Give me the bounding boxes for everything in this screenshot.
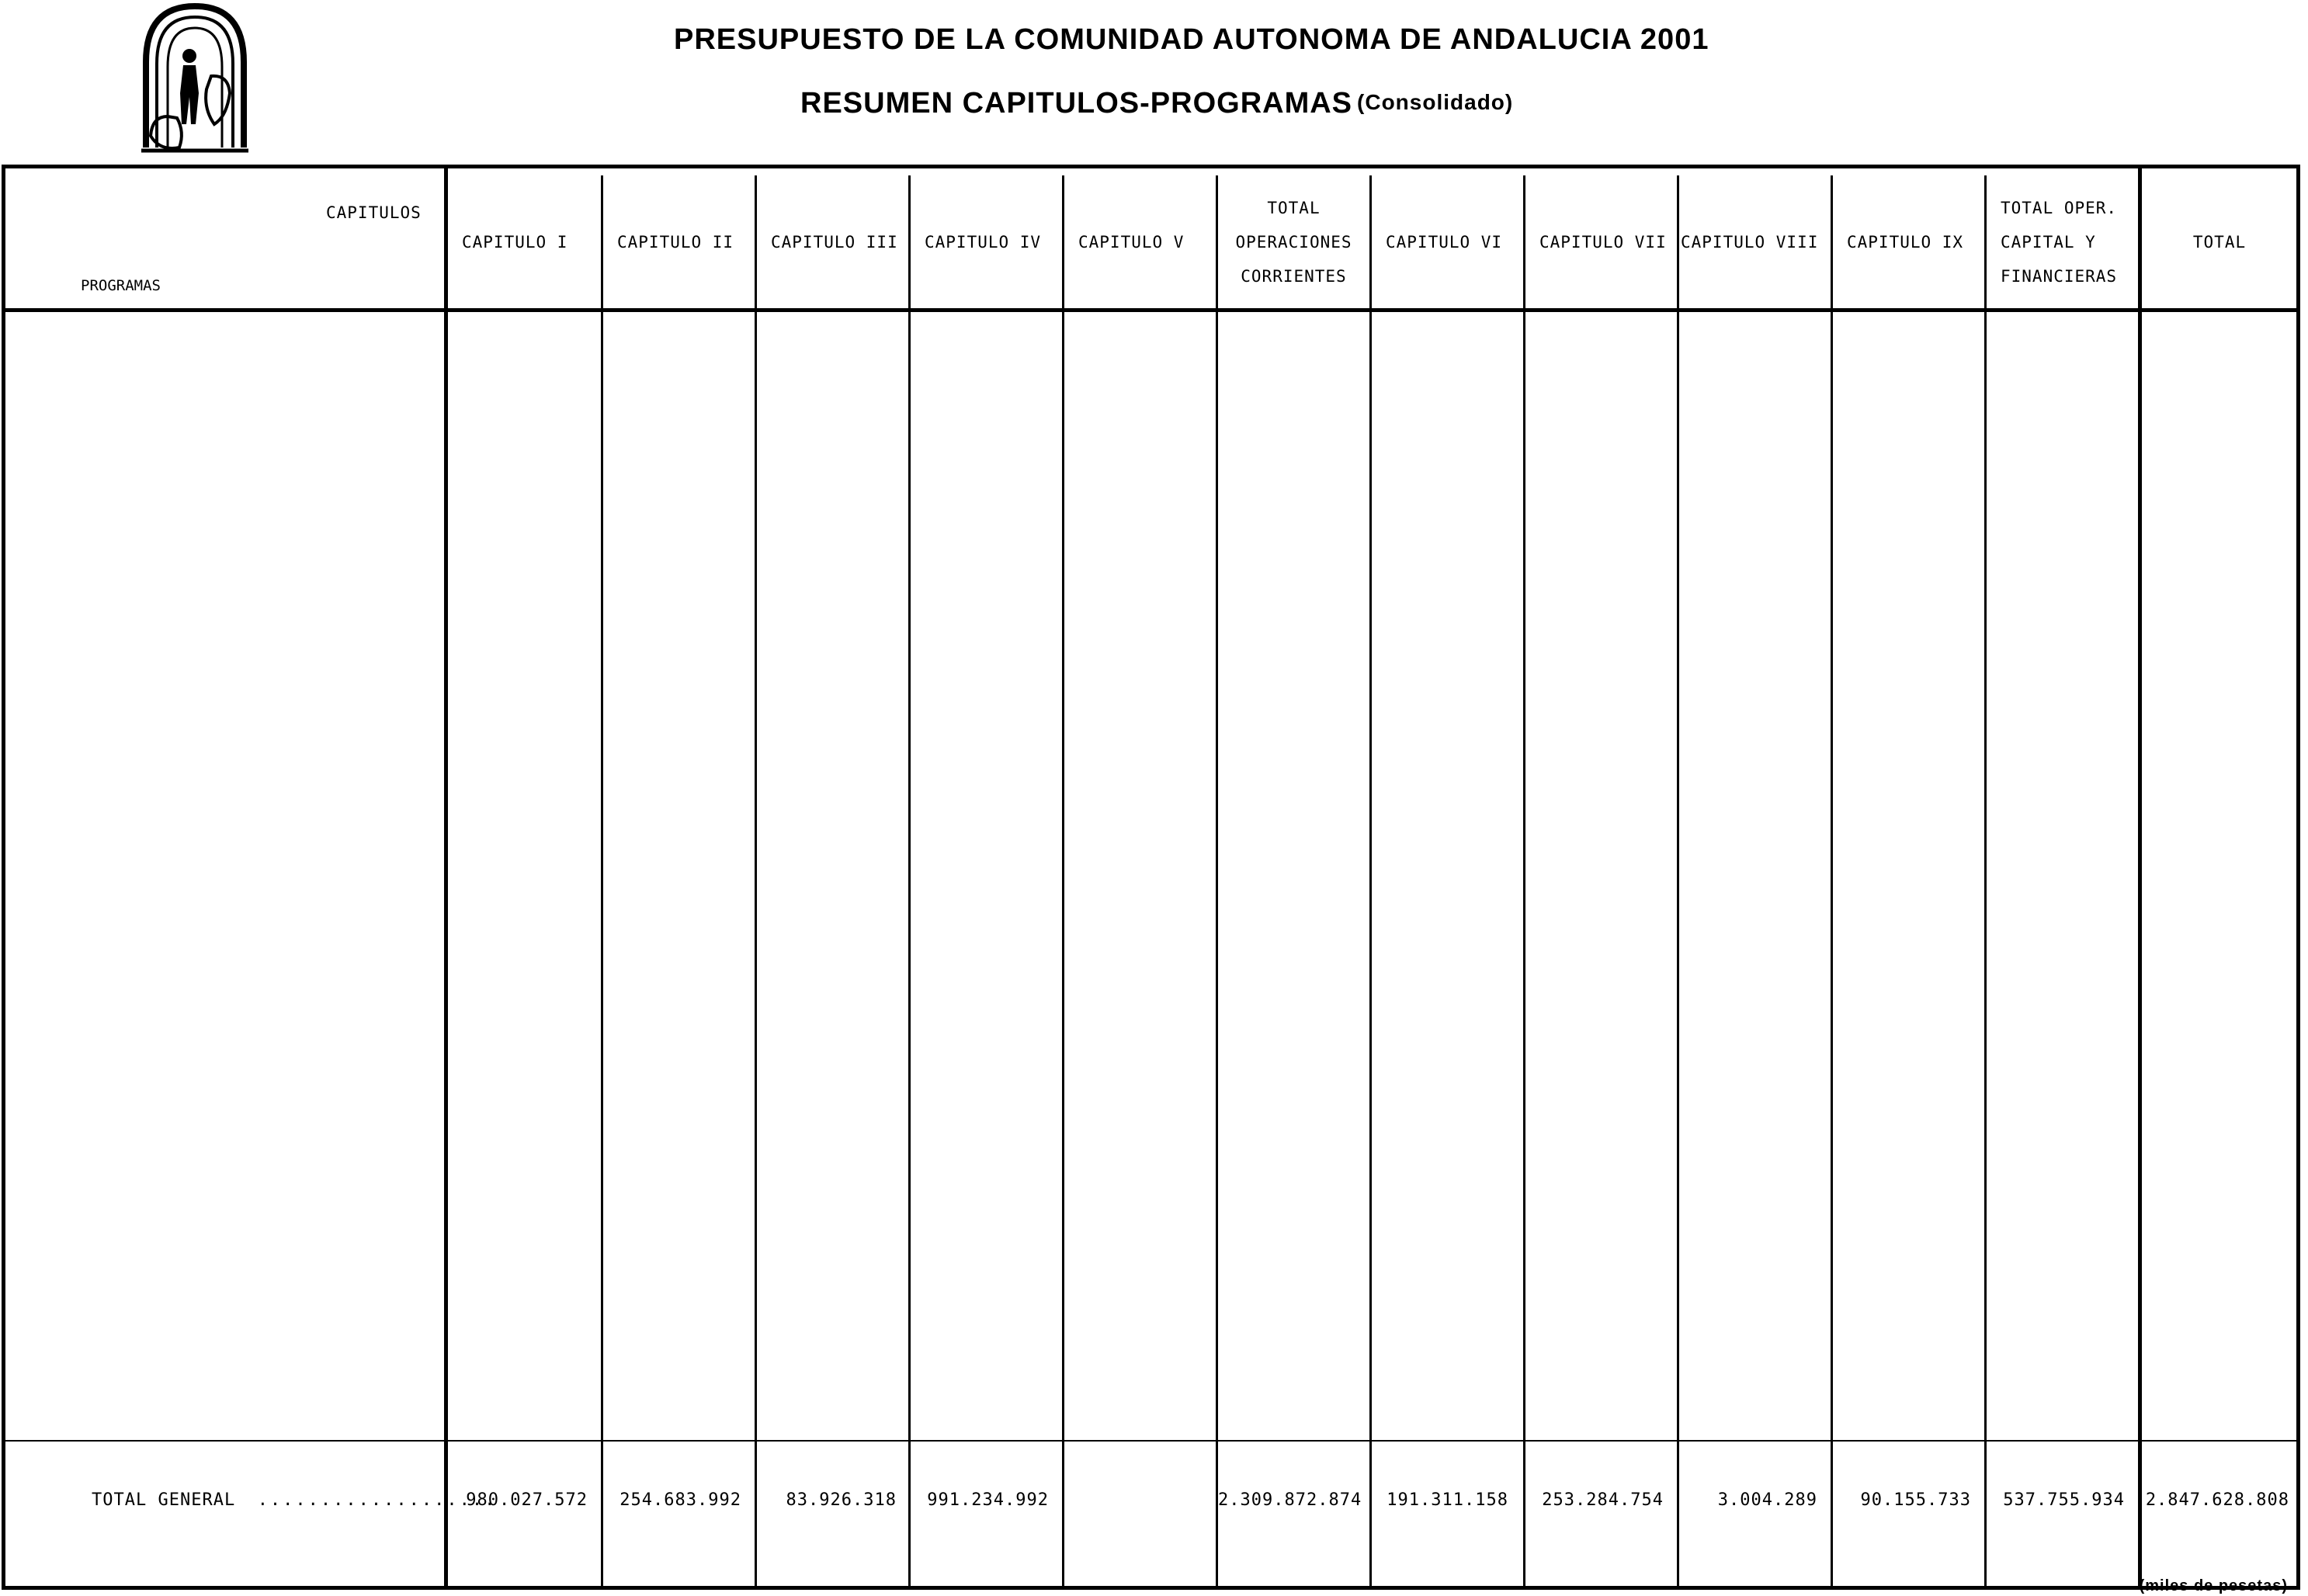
total-value-capitulo-1: 980.027.572 (466, 1490, 588, 1510)
units-note: (miles de pesetas) (2139, 1577, 2288, 1594)
total-general-label (92, 1490, 497, 1510)
column-divider (1369, 175, 1372, 1590)
column-divider (908, 175, 911, 1590)
leader-dots: ................... (257, 1490, 498, 1510)
header-divider (2, 308, 2300, 312)
column-header-capitulo-5: CAPITULO V (1078, 232, 1185, 252)
total-value-capitulo-7: 253.284.754 (1542, 1490, 1664, 1510)
column-header-capitulo-6: CAPITULO VI (1386, 232, 1503, 252)
total-value-capitulo-3: 83.926.318 (786, 1490, 897, 1510)
andalucia-coat-of-arms-logo (137, 0, 253, 155)
column-divider (1216, 175, 1218, 1590)
column-header-capitulo-8: CAPITULO VIII (1681, 232, 1819, 252)
column-header-capitulo-7: CAPITULO VII (1539, 232, 1667, 252)
column-header-capitulo-4: CAPITULO IV (925, 232, 1042, 252)
table-frame (2, 165, 2300, 1590)
document-subtitle (800, 87, 2308, 120)
total-value-capitulo-9: 90.155.733 (1860, 1490, 1971, 1510)
subtitle-note: (Consolidado) (1357, 90, 1514, 114)
column-divider (601, 175, 603, 1590)
total-value-total: 2.847.628.808 (2145, 1490, 2289, 1510)
total-value-oper-capital-financieras: 537.755.934 (2003, 1490, 2125, 1510)
total-value-capitulo-6: 191.311.158 (1387, 1490, 1508, 1510)
column-divider (1831, 175, 1833, 1590)
column-header-total: TOTAL (2192, 232, 2247, 252)
subtitle-text: RESUMEN CAPITULOS-PROGRAMAS (800, 87, 1353, 120)
column-divider (2138, 165, 2142, 1590)
column-header-capitulo-3: CAPITULO III (771, 232, 898, 252)
column-header-total-oper-capital-financieras: TOTAL OPER. CAPITAL Y FINANCIERAS (2001, 198, 2118, 286)
column-header-capitulo-9: CAPITULO IX (1847, 232, 1964, 252)
total-value-operaciones-corrientes: 2.309.872.874 (1218, 1490, 1362, 1510)
column-divider (755, 175, 757, 1590)
column-divider (1062, 175, 1064, 1590)
total-value-capitulo-8: 3.004.289 (1717, 1490, 1817, 1510)
corner-programas-label: PROGRAMAS (81, 277, 161, 294)
column-divider (1984, 175, 1987, 1590)
column-divider (1523, 175, 1525, 1590)
column-header-capitulo-2: CAPITULO II (617, 232, 734, 252)
column-divider (444, 165, 448, 1590)
column-header-capitulo-1: CAPITULO I (462, 232, 568, 252)
corner-capitulos-label: CAPITULOS (326, 203, 422, 222)
column-header-total-operaciones-corrientes: TOTAL OPERACIONES CORRIENTES (1235, 198, 1352, 286)
total-value-capitulo-4: 991.234.992 (927, 1490, 1049, 1510)
total-value-capitulo-2: 254.683.992 (620, 1490, 741, 1510)
total-divider (2, 1440, 2300, 1442)
total-general-text: TOTAL GENERAL (92, 1490, 236, 1510)
document-title: PRESUPUESTO DE LA COMUNIDAD AUTONOMA DE ANDALUCIA 2001 (674, 23, 1709, 56)
column-divider (1677, 175, 1679, 1590)
